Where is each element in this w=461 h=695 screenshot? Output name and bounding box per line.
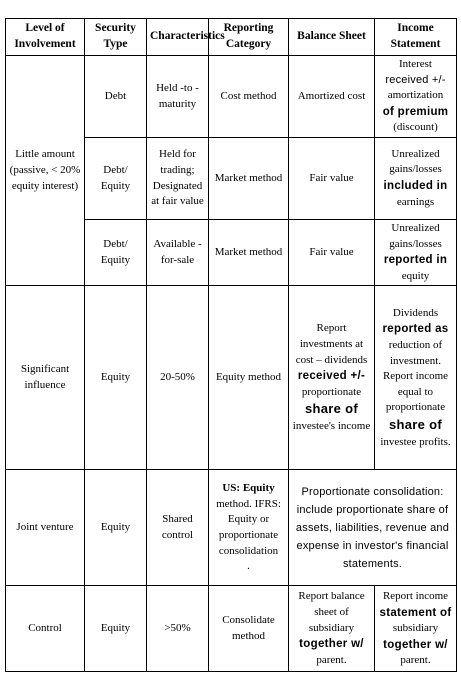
cell-security-type: Debt/ Equity: [85, 220, 147, 286]
cell-income-statement: [375, 138, 457, 220]
cell-balance-sheet: [289, 586, 375, 672]
income-text: reported as: [382, 323, 449, 336]
income-text: parent.: [400, 654, 431, 667]
income-text: together w/: [383, 638, 448, 651]
income-text: investee profits.: [380, 435, 451, 448]
balance-text: together w/: [299, 638, 364, 651]
cell-level-joint: Joint venture: [6, 470, 85, 586]
income-text: Interest: [399, 58, 432, 70]
income-text: Unrealized gains/losses: [389, 222, 442, 250]
cell-security-type: Debt: [85, 56, 147, 138]
cell-characteristics: Held for trading; Designated at fair value: [147, 138, 209, 220]
cell-balance-sheet: Fair value: [289, 220, 375, 286]
balance-text: share of: [305, 401, 358, 417]
income-text: (discount): [393, 121, 438, 134]
category-text: .: [247, 560, 250, 573]
table-row: [6, 286, 457, 470]
header-income-statement: Income Statement: [375, 19, 457, 56]
income-text: received +/-: [385, 73, 446, 86]
table-row: [6, 470, 457, 586]
cell-balance-sheet: [289, 286, 375, 470]
balance-text: proportionate: [301, 385, 362, 398]
category-text: US: Equity: [222, 482, 275, 495]
header-balance-sheet: Balance Sheet: [289, 19, 375, 56]
header-level: Level of Involvement: [6, 19, 85, 56]
cell-security-type: Equity: [85, 470, 147, 586]
category-text: method. IFRS: Equity or proportionate consolidation: [216, 497, 281, 557]
income-text: of premium: [382, 105, 449, 118]
cell-level-control: Control: [6, 586, 85, 672]
cell-security-type: Equity: [85, 286, 147, 470]
cell-income-statement: [375, 220, 457, 286]
balance-text: investee's income: [292, 420, 371, 432]
income-text: statement of: [379, 606, 452, 619]
header-security-type: Security Type: [85, 19, 147, 56]
cell-reporting-category: Equity method: [209, 286, 289, 470]
cell-balance-sheet: Amortized cost: [289, 56, 375, 138]
cell-characteristics: Available - for-sale: [147, 220, 209, 286]
cell-reporting-category: Market method: [209, 220, 289, 286]
cell-reporting-category: Market method: [209, 138, 289, 220]
cell-reporting-category: Consolidate method: [209, 586, 289, 672]
cell-characteristics: 20-50%: [147, 286, 209, 470]
income-text: earnings: [396, 195, 435, 208]
header-reporting-category: Reporting Category: [209, 19, 289, 56]
cell-characteristics: Held -to - maturity: [147, 56, 209, 138]
balance-text: Report balance sheet of subsidiary: [298, 590, 365, 634]
income-text: reported in: [383, 254, 448, 267]
income-text: Report income: [382, 589, 449, 602]
cell-level-little: Little amount (passive, < 20% equity interest): [6, 56, 85, 286]
header-row: [6, 19, 457, 56]
cell-balance-sheet: Fair value: [289, 138, 375, 220]
balance-text: Report investments at cost – dividends: [295, 322, 368, 366]
income-text: Dividends: [392, 306, 439, 319]
income-text: amortization: [387, 89, 444, 102]
income-text: share of: [389, 417, 442, 432]
cell-combined-statements: Proportionate consolidation: include proportionate share of assets, liabilities, revenue and expense in investor's financial statements.: [289, 470, 457, 586]
income-text: reduction of investment. Report income equal to proportionate: [382, 338, 449, 414]
cell-characteristics: Shared control: [147, 470, 209, 586]
cell-income-statement: [375, 286, 457, 470]
cell-reporting-category: Cost method: [209, 56, 289, 138]
income-text: Unrealized gains/losses: [389, 147, 442, 176]
cell-security-type: Debt/ Equity: [85, 138, 147, 220]
investment-accounting-table: [5, 18, 457, 672]
cell-income-statement: [375, 56, 457, 138]
table-row: [6, 586, 457, 672]
income-text: subsidiary: [392, 622, 439, 635]
header-characteristics: Characteristics: [147, 19, 209, 56]
cell-security-type: Equity: [85, 586, 147, 672]
cell-income-statement: [375, 586, 457, 672]
cell-characteristics: >50%: [147, 586, 209, 672]
cell-reporting-category: [209, 470, 289, 586]
income-text: included in: [383, 180, 448, 193]
income-text: equity: [401, 269, 430, 282]
table-row: [6, 56, 457, 138]
cell-level-significant: Significant influence: [6, 286, 85, 470]
balance-text: received +/-: [297, 370, 366, 383]
balance-text: parent.: [316, 653, 347, 666]
